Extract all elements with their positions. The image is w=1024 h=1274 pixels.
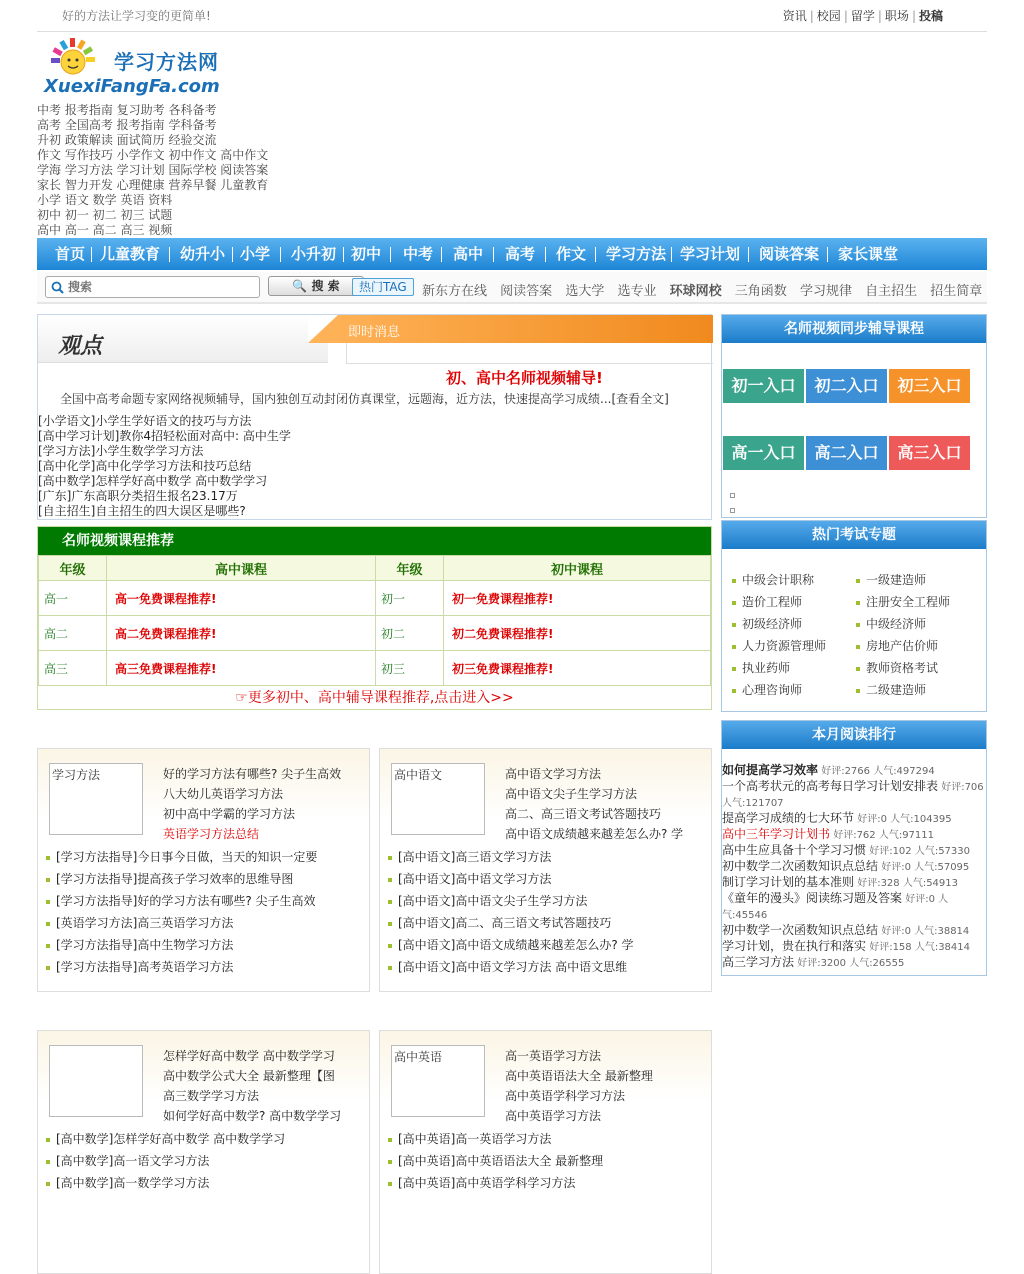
ranking-title: 初中数学一次函数知识点总结 (722, 923, 879, 937)
list-item[interactable]: [学习方法指导]高中生物学习方法 (46, 934, 364, 956)
instant-news-label: 即时消息 (348, 325, 401, 340)
featured-link[interactable]: 高中语文学习方法 (505, 767, 602, 781)
tag-link[interactable]: 选专业 (617, 284, 657, 299)
featured-link[interactable]: 英语学习方法总结 (163, 827, 260, 841)
list-item[interactable]: [高中英语]高中英语学科学习方法 (388, 1172, 706, 1194)
ranking-item[interactable] (722, 843, 986, 859)
exam-link[interactable]: 中级会计职称 (732, 569, 826, 591)
col-header: 年级 (39, 556, 107, 581)
exam-link[interactable]: 执业药师 (732, 657, 826, 679)
section-thumbnail[interactable]: 高中语文 (391, 763, 485, 835)
list-item[interactable]: [高中语文]高中语文学习方法 高中语文思维 (388, 956, 706, 978)
news-headline[interactable]: 初、高中名师视频辅导! (446, 369, 603, 387)
article-list (46, 846, 364, 978)
instant-news-tab[interactable] (308, 315, 713, 343)
ranking-title: 学习计划，贵在执行和落实 (722, 939, 867, 953)
hot-exams-panel (721, 520, 987, 712)
ranking-meta: 好评:0 人气:104395 (854, 814, 952, 825)
section-senior-chinese (379, 748, 712, 992)
exam-link[interactable]: 人力资源管理师 (732, 635, 826, 657)
tag-link[interactable]: 三角函数 (734, 284, 787, 299)
ranking-meta: 好评:0 人气:57095 (878, 862, 970, 873)
search-row (37, 272, 987, 304)
ranking-meta: 好评:0 人气:45546 (722, 894, 949, 921)
featured-link[interactable]: 高中英语学科学习方法 (505, 1089, 626, 1103)
list-item[interactable]: [高中数学]高一数学学习方法 (46, 1172, 364, 1194)
section-senior-math (37, 1030, 370, 1274)
exam-link[interactable]: 一级建造师 (856, 569, 950, 591)
featured-links (163, 1046, 363, 1126)
course-link[interactable]: 初三免费课程推荐! (444, 651, 711, 686)
list-item[interactable]: [高中数学]高一语文学习方法 (46, 1150, 364, 1172)
ranking-title: 高中三年学习计划书 (722, 827, 831, 841)
category-row[interactable]: 学海 学习方法 学习计划 国际学校 阅读答案 (37, 163, 269, 177)
top-link-submit[interactable]: 投稿 (918, 9, 943, 23)
search-button-icon: 🔍 (292, 279, 308, 293)
list-item[interactable]: [高中数学]怎样学好高中数学 高中数学学习 (46, 1128, 364, 1150)
site-slogan: 好的方法让学习变的更简单! (62, 9, 211, 23)
ranking-title: 如何提高学习效率 (722, 763, 819, 777)
article-list (388, 1128, 706, 1194)
section-thumbnail[interactable]: 高中英语 (391, 1045, 485, 1117)
top-link-career[interactable]: 职场 (884, 9, 909, 23)
course-link[interactable]: 初一免费课程推荐! (444, 581, 711, 616)
ranking-item[interactable] (722, 923, 986, 939)
grade-entry-button[interactable]: 高一入口 (723, 436, 804, 470)
col-header: 高中课程 (107, 556, 376, 581)
list-item[interactable]: [高中英语]高一英语学习方法 (388, 1128, 706, 1150)
slide-dot-icon[interactable] (730, 493, 735, 498)
news-summary[interactable]: 全国中高考命题专家网络视频辅导，国内独创互动封闭仿真课堂，远题海，近方法，快速提高学习成绩...[查看全文] (60, 392, 669, 406)
nav-item-study-plan[interactable]: 学习计划 (680, 245, 741, 263)
ranking-item[interactable] (722, 891, 986, 923)
ranking-meta: 好评:158 人气:38414 (866, 942, 971, 953)
top-links: 资讯 | 校园 | 留学 | 职场 | 投稿 (782, 9, 943, 23)
nav-item-primary[interactable]: 小学 (240, 245, 271, 263)
list-item[interactable]: [学习方法指导]今日事今日做，当天的知识一定要 (46, 846, 364, 868)
exam-link[interactable]: 注册安全工程师 (856, 591, 950, 613)
ranking-meta: 好评:328 人气:54913 (854, 878, 959, 889)
grade-entry-button[interactable]: 高三入口 (889, 436, 970, 470)
search-button-label: 搜 索 (311, 279, 340, 293)
ranking-item[interactable] (722, 827, 986, 843)
news-item[interactable]: [高中化学]高中化学学习方法和技巧总结 (38, 459, 252, 473)
featured-link[interactable]: 高二、高三语文考试答题技巧 (505, 807, 662, 821)
search-box (45, 276, 260, 298)
course-link[interactable]: 高三免费课程推荐! (107, 651, 376, 686)
featured-link[interactable]: 高一英语学习方法 (505, 1049, 602, 1063)
search-icon (51, 281, 64, 294)
list-item[interactable]: [高中语文]高中语文尖子生学习方法 (388, 890, 706, 912)
ranking-item[interactable] (722, 955, 986, 971)
featured-links (505, 1046, 705, 1126)
course-link[interactable]: 初二免费课程推荐! (444, 616, 711, 651)
category-row[interactable]: 高中 高一 高二 高三 视频 (37, 223, 173, 237)
tag-links (422, 280, 991, 299)
ranking-item[interactable] (722, 859, 986, 875)
col-header: 年级 (376, 556, 444, 581)
featured-link[interactable]: 初中高中学霸的学习方法 (163, 807, 296, 821)
course-recommend (37, 526, 712, 710)
grade-cell[interactable]: 初一 (376, 581, 444, 616)
list-item[interactable]: [学习方法指导]高考英语学习方法 (46, 956, 364, 978)
news-item[interactable]: [自主招生]自主招生的四大误区是哪些? (38, 504, 246, 518)
grade-entry-button[interactable]: 初二入口 (806, 369, 887, 403)
exam-link[interactable]: 教师资格考试 (856, 657, 950, 679)
ranking-item[interactable] (722, 939, 986, 955)
category-row[interactable]: 升初 政策解读 面试简历 经验交流 (37, 133, 217, 147)
viewpoint-title: 观点 (58, 334, 103, 359)
category-row[interactable]: 高考 全国高考 报考指南 学科备考 (37, 118, 217, 132)
ranking-item[interactable] (722, 763, 986, 779)
featured-link[interactable]: 好的学习方法有哪些? 尖子生高效 (163, 767, 342, 781)
nav-item-zhongkao[interactable]: 中考 (403, 245, 434, 263)
ranking-title: 制订学习计划的基本准则 (722, 875, 855, 889)
table-row (39, 581, 711, 616)
tag-link[interactable]: 阅读答案 (500, 284, 553, 299)
main-nav (37, 238, 987, 270)
news-item[interactable]: [学习方法]小学生数学学习方法 (38, 444, 204, 458)
nav-item-junior[interactable]: 初中 (351, 245, 382, 263)
nav-item-reading-answers[interactable]: 阅读答案 (759, 245, 820, 263)
top-link-campus[interactable]: 校园 (816, 9, 841, 23)
grade-entry-button[interactable]: 初一入口 (723, 369, 804, 403)
grade-cell[interactable]: 高三 (39, 651, 107, 686)
tag-link[interactable]: 学习规律 (799, 284, 852, 299)
tag-link[interactable]: 环球网校 (669, 284, 722, 299)
list-item[interactable]: [高中英语]高中英语语法大全 最新整理 (388, 1150, 706, 1172)
news-item[interactable]: [小学语文]小学生学好语文的技巧与方法 (38, 414, 252, 428)
nav-item-home[interactable]: 首页 (55, 245, 86, 263)
exam-list-left (732, 569, 826, 701)
exam-link[interactable]: 造价工程师 (732, 591, 826, 613)
course-link[interactable]: 高一免费课程推荐! (107, 581, 376, 616)
nav-item-parents[interactable]: 家长课堂 (838, 245, 899, 263)
nav-item-senior[interactable]: 高中 (453, 245, 484, 263)
table-row (39, 651, 711, 686)
nav-item-gaokao[interactable]: 高考 (505, 245, 536, 263)
category-row[interactable]: 初中 初一 初二 初三 试题 (37, 208, 173, 222)
ranking-list (722, 749, 986, 975)
ranking-meta: 好评:2766 人气:497294 (818, 766, 935, 777)
exam-link[interactable]: 二级建造师 (856, 679, 950, 701)
tag-link[interactable]: 新东方在线 (422, 284, 488, 299)
section-thumbnail[interactable]: 学习方法 (49, 763, 143, 835)
video-courses-panel (721, 314, 987, 518)
viewpoint-banner (38, 315, 328, 363)
ranking-title: 《童年的漫头》阅读练习题及答案 (722, 891, 903, 905)
tag-link[interactable]: 自主招生 (865, 284, 918, 299)
grade-cell[interactable]: 初三 (376, 651, 444, 686)
article-list (46, 1128, 364, 1194)
table-row (39, 616, 711, 651)
nav-item-essay[interactable]: 作文 (556, 245, 587, 263)
hot-tag-label: 热门TAG (352, 278, 414, 296)
top-link-abroad[interactable]: 留学 (850, 9, 875, 23)
featured-link[interactable]: 高三数学学习方法 (163, 1089, 260, 1103)
section-thumbnail[interactable] (49, 1045, 143, 1117)
list-item[interactable]: [学习方法指导]好的学习方法有哪些? 尖子生高效 (46, 890, 364, 912)
nav-item-children[interactable]: 儿童教育 (100, 245, 161, 263)
exam-link[interactable]: 房地产估价师 (856, 635, 950, 657)
category-row[interactable]: 中考 报考指南 复习助考 各科备考 (37, 103, 217, 117)
featured-link[interactable]: 高中英语学习方法 (505, 1109, 602, 1123)
list-item[interactable]: [高中语文]高中语文学习方法 (388, 868, 706, 890)
monthly-ranking-panel (721, 720, 987, 976)
grade-cell[interactable]: 初二 (376, 616, 444, 651)
nav-item-junior-entry[interactable]: 小升初 (291, 245, 337, 263)
list-item[interactable]: [高中语文]高三语文学习方法 (388, 846, 706, 868)
top-link-news[interactable]: 资讯 (782, 9, 807, 23)
ranking-title: 初中数学二次函数知识点总结 (722, 859, 879, 873)
ranking-item[interactable] (722, 779, 986, 811)
video-panel-title: 名师视频同步辅导课程 (722, 315, 986, 343)
ranking-title: 提高学习成绩的七大环节 (722, 811, 855, 825)
news-list (38, 414, 291, 519)
search-input[interactable] (68, 279, 253, 295)
slide-dot-icon[interactable] (730, 508, 735, 513)
ranking-meta: 好评:0 人气:38814 (878, 926, 970, 937)
ranking-meta: 好评:706 人气:121707 (722, 782, 984, 809)
featured-link[interactable]: 高中数学公式大全 最新整理【图 (163, 1069, 335, 1083)
category-row[interactable]: 家长 智力开发 心理健康 营养早餐 儿童教育 (37, 178, 269, 192)
featured-links (163, 764, 363, 844)
ranking-item[interactable] (722, 875, 986, 891)
col-header: 初中课程 (444, 556, 711, 581)
list-item[interactable]: [高中语文]高二、高三语文考试答题技巧 (388, 912, 706, 934)
nav-item-kindergarten[interactable]: 幼升小 (180, 245, 226, 263)
grade-entry-button[interactable]: 高二入口 (806, 436, 887, 470)
ranking-title: 高中生应具备十个学习习惯 (722, 843, 867, 857)
grade-entry-button[interactable]: 初三入口 (889, 369, 970, 403)
list-item[interactable]: [高中语文]高中语文成绩越来越差怎么办? 学 (388, 934, 706, 956)
section-study-methods (37, 748, 370, 992)
exam-list-right (856, 569, 950, 701)
exam-link[interactable]: 中级经济师 (856, 613, 950, 635)
featured-link[interactable]: 怎样学好高中数学 高中数学学习 (163, 1049, 335, 1063)
ranking-item[interactable] (722, 811, 986, 827)
ranking-meta: 好评:762 人气:97111 (830, 830, 935, 841)
category-links (37, 103, 297, 238)
grade-cell[interactable]: 高二 (39, 616, 107, 651)
exam-link[interactable]: 初级经济师 (732, 613, 826, 635)
tag-link[interactable]: 招生简章 (930, 284, 983, 299)
news-panel (37, 314, 712, 520)
course-title: 名师视频课程推荐 (38, 527, 711, 555)
category-row[interactable]: 作文 写作技巧 小学作文 初中作文 高中作文 (37, 148, 269, 162)
list-item[interactable]: [英语学习方法]高三英语学习方法 (46, 912, 364, 934)
top-bar (37, 0, 987, 32)
course-table (38, 555, 711, 686)
tag-link[interactable]: 选大学 (565, 284, 605, 299)
featured-link[interactable]: 八大幼儿英语学习方法 (163, 787, 284, 801)
logo-chinese-text: 学习方法网 (114, 50, 219, 74)
exam-link[interactable]: 心理咨询师 (732, 679, 826, 701)
featured-links (505, 764, 705, 844)
ranking-meta: 好评:3200 人气:26555 (794, 958, 905, 969)
news-item[interactable]: [高中数学]怎样学好高中数学 高中数学学习 (38, 474, 268, 488)
ranking-panel-title: 本月阅读排行 (722, 721, 986, 749)
article-list (388, 846, 706, 978)
more-courses-link[interactable]: ☞更多初中、高中辅导课程推荐,点击进入>> (235, 690, 514, 706)
site-logo[interactable] (42, 36, 232, 100)
featured-link[interactable]: 高中语文尖子生学习方法 (505, 787, 638, 801)
logo-english-text: XuexiFangFa.com (44, 76, 220, 97)
featured-link[interactable]: 如何学好高中数学? 高中数学学习 (163, 1109, 342, 1123)
ranking-title: 一个高考状元的高考每日学习计划安排表 (722, 779, 939, 793)
search-button[interactable] (268, 276, 364, 296)
ranking-meta: 好评:102 人气:57330 (866, 846, 971, 857)
news-item[interactable]: [高中学习计划]教你4招轻松面对高中: 高中生学 (38, 429, 291, 443)
news-item[interactable]: [广东]广东高职分类招生报名23.17万 (38, 489, 238, 503)
ranking-title: 高三学习方法 (722, 955, 795, 969)
featured-link[interactable]: 高中语文成绩越来越差怎么办? 学 (505, 827, 684, 841)
featured-link[interactable]: 高中英语语法大全 最新整理 (505, 1069, 653, 1083)
category-row[interactable]: 小学 语文 数学 英语 资料 (37, 193, 173, 207)
section-senior-english (379, 1030, 712, 1274)
grade-cell[interactable]: 高一 (39, 581, 107, 616)
list-item[interactable]: [学习方法指导]提高孩子学习效率的思维导图 (46, 868, 364, 890)
course-link[interactable]: 高二免费课程推荐! (107, 616, 376, 651)
exam-panel-title: 热门考试专题 (722, 521, 986, 549)
nav-item-study-methods[interactable]: 学习方法 (606, 245, 667, 263)
